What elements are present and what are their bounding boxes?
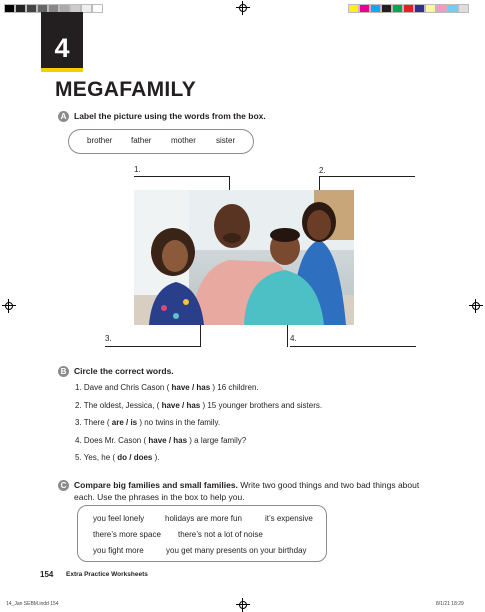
slug-right: 8/1/21 18:29: [436, 601, 464, 607]
choice-1[interactable]: have / has: [171, 383, 211, 392]
phrase-2: holidays are more fun: [165, 514, 242, 523]
question-4: 4. Does Mr. Cason ( have / has ) a large family?: [75, 436, 247, 445]
word-mother: mother: [171, 136, 196, 145]
label-1: 1.: [134, 165, 141, 174]
page-number: 154: [40, 570, 54, 579]
section-a-badge: A: [58, 111, 69, 122]
word-sister: sister: [216, 136, 236, 145]
question-5: 5. Yes, he ( do / does ).: [75, 453, 160, 462]
color-calibration-strip: [348, 4, 469, 13]
footer-title: Extra Practice Worksheets: [66, 571, 148, 578]
word-brother: brother: [87, 136, 113, 145]
unit-number: 4: [41, 12, 83, 68]
registration-mark-icon: [469, 299, 483, 313]
section-c-instruction: Compare big families and small families. Write two good things and two bad things about: [74, 480, 420, 490]
label-4: 4.: [290, 334, 297, 343]
choice-2[interactable]: have / has: [161, 401, 201, 410]
section-b-instruction: Circle the correct words.: [74, 366, 174, 376]
question-3: 3. There ( are / is ) no twins in the family.: [75, 418, 221, 427]
registration-mark-icon: [2, 299, 16, 313]
answer-line-2: [319, 176, 415, 177]
family-photo: [134, 190, 354, 325]
answer-line-1: [134, 176, 230, 177]
slug-left: 14_Jan SEBM.indd 154: [6, 601, 59, 607]
section-a-instruction: Label the picture using the words from the box.: [74, 111, 266, 121]
label-3: 3.: [105, 334, 112, 343]
phrase-4: there’s more space: [93, 530, 161, 539]
choice-3[interactable]: are / is: [111, 418, 138, 427]
section-b-badge: B: [58, 366, 69, 377]
phrase-7: you get many presents on your birthday: [166, 546, 307, 555]
unit-accent-bar: [41, 68, 83, 72]
phrase-5: there’s not a lot of noise: [178, 530, 263, 539]
phrase-1: you feel lonely: [93, 514, 145, 523]
section-c-badge: C: [58, 480, 69, 491]
word-father: father: [131, 136, 152, 145]
answer-line-3: [105, 346, 201, 347]
choice-5[interactable]: do / does: [117, 453, 153, 462]
question-1: 1. Dave and Chris Cason ( have / has ) 16 children.: [75, 383, 259, 392]
phrase-3: it’s expensive: [265, 514, 313, 523]
page-title: MEGAFAMILY: [55, 78, 197, 101]
answer-line-4: [290, 346, 416, 347]
choice-4[interactable]: have / has: [148, 436, 188, 445]
phrase-6: you fight more: [93, 546, 144, 555]
question-2: 2. The oldest, Jessica, ( have / has ) 15 younger brothers and sisters.: [75, 401, 323, 410]
label-2: 2.: [319, 166, 326, 175]
registration-mark-icon: [236, 598, 250, 612]
section-c-instruction-line2: each. Use the phrases in the box to help you.: [74, 492, 245, 502]
registration-mark-icon: [236, 1, 250, 15]
